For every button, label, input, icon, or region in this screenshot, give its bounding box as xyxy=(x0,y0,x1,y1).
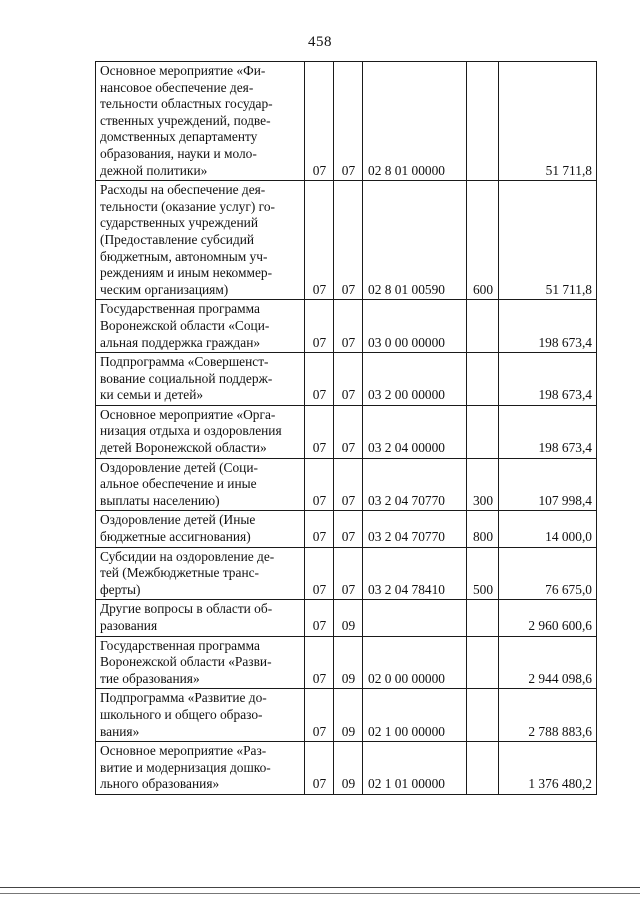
row-section: 07 xyxy=(305,458,334,511)
row-amount: 2 944 098,6 xyxy=(499,636,597,689)
table-row xyxy=(96,600,597,636)
row-section: 07 xyxy=(305,405,334,458)
row-amount: 2 960 600,6 xyxy=(499,600,597,636)
row-target-article xyxy=(363,600,467,636)
row-name: Основное мероприятие «Орга- низация отдыха и оздоровления детей Воронежской области» xyxy=(96,405,305,458)
row-name: Государственная программа Воронежской области «Разви- тие образования» xyxy=(96,636,305,689)
row-amount: 198 673,4 xyxy=(499,353,597,406)
row-amount: 51 711,8 xyxy=(499,62,597,181)
row-amount: 198 673,4 xyxy=(499,405,597,458)
row-target-article: 03 2 04 70770 xyxy=(363,458,467,511)
row-target-article: 03 0 00 00000 xyxy=(363,300,467,353)
row-subsection: 07 xyxy=(334,62,363,181)
row-name: Расходы на обеспечение дея- тельности (оказание услуг) го- сударственных учреждений (Предоставление субсидий бюджетным, автономным уч- реждениям и иным некоммер- ческим организациям) xyxy=(96,181,305,300)
row-target-article: 03 2 00 00000 xyxy=(363,353,467,406)
row-subsection: 07 xyxy=(334,405,363,458)
row-section: 07 xyxy=(305,62,334,181)
row-target-article: 02 1 01 00000 xyxy=(363,742,467,795)
table-row xyxy=(96,300,597,353)
row-subsection: 09 xyxy=(334,600,363,636)
row-target-article: 03 2 04 78410 xyxy=(363,547,467,600)
row-expense-type: 600 xyxy=(467,181,499,300)
row-name: Другие вопросы в области об- разования xyxy=(96,600,305,636)
table-row xyxy=(96,181,597,300)
row-section: 07 xyxy=(305,511,334,547)
table-row xyxy=(96,547,597,600)
row-name: Государственная программа Воронежской области «Соци- альная поддержка граждан» xyxy=(96,300,305,353)
row-target-article: 03 2 04 70770 xyxy=(363,511,467,547)
row-section: 07 xyxy=(305,689,334,742)
row-expense-type xyxy=(467,353,499,406)
row-amount: 2 788 883,6 xyxy=(499,689,597,742)
row-section: 07 xyxy=(305,353,334,406)
row-expense-type: 300 xyxy=(467,458,499,511)
row-section: 07 xyxy=(305,742,334,795)
row-subsection: 09 xyxy=(334,742,363,795)
row-target-article: 02 8 01 00590 xyxy=(363,181,467,300)
row-name: Подпрограмма «Развитие до- школьного и общего образо- вания» xyxy=(96,689,305,742)
row-expense-type xyxy=(467,689,499,742)
row-amount: 76 675,0 xyxy=(499,547,597,600)
table-row xyxy=(96,458,597,511)
row-subsection: 09 xyxy=(334,636,363,689)
row-section: 07 xyxy=(305,181,334,300)
table-row xyxy=(96,353,597,406)
row-amount: 14 000,0 xyxy=(499,511,597,547)
table-row xyxy=(96,511,597,547)
row-amount: 107 998,4 xyxy=(499,458,597,511)
table-row xyxy=(96,742,597,795)
row-expense-type xyxy=(467,742,499,795)
row-amount: 51 711,8 xyxy=(499,181,597,300)
page-number: 458 xyxy=(308,34,332,50)
row-subsection: 07 xyxy=(334,511,363,547)
table-row xyxy=(96,636,597,689)
row-name: Подпрограмма «Совершенст- вование социальной поддерж- ки семьи и детей» xyxy=(96,353,305,406)
row-target-article: 02 8 01 00000 xyxy=(363,62,467,181)
row-amount: 198 673,4 xyxy=(499,300,597,353)
row-subsection: 09 xyxy=(334,689,363,742)
row-expense-type xyxy=(467,405,499,458)
row-expense-type xyxy=(467,300,499,353)
row-section: 07 xyxy=(305,300,334,353)
row-name: Основное мероприятие «Фи- нансовое обеспечение дея- тельности областных государ- ственных учреждений, подве- домственных департаменту образования, науки и моло- дежной политики» xyxy=(96,62,305,181)
row-expense-type xyxy=(467,62,499,181)
row-expense-type: 800 xyxy=(467,511,499,547)
row-expense-type xyxy=(467,600,499,636)
row-subsection: 07 xyxy=(334,353,363,406)
budget-table xyxy=(95,61,597,795)
row-section: 07 xyxy=(305,600,334,636)
table-row xyxy=(96,405,597,458)
row-amount: 1 376 480,2 xyxy=(499,742,597,795)
row-subsection: 07 xyxy=(334,181,363,300)
row-name: Основное мероприятие «Раз- витие и модернизация дошко- льного образования» xyxy=(96,742,305,795)
page-bottom-rule xyxy=(0,893,640,894)
row-target-article: 03 2 04 00000 xyxy=(363,405,467,458)
row-name: Оздоровление детей (Иные бюджетные ассигнования) xyxy=(96,511,305,547)
page-bottom-rule xyxy=(0,887,640,888)
row-subsection: 07 xyxy=(334,458,363,511)
table-row xyxy=(96,689,597,742)
row-subsection: 07 xyxy=(334,547,363,600)
row-subsection: 07 xyxy=(334,300,363,353)
row-target-article: 02 0 00 00000 xyxy=(363,636,467,689)
row-name: Оздоровление детей (Соци- альное обеспечение и иные выплаты населению) xyxy=(96,458,305,511)
row-name: Субсидии на оздоровление де- тей (Межбюджетные транс- ферты) xyxy=(96,547,305,600)
row-expense-type: 500 xyxy=(467,547,499,600)
table-row xyxy=(96,62,597,181)
row-expense-type xyxy=(467,636,499,689)
row-target-article: 02 1 00 00000 xyxy=(363,689,467,742)
row-section: 07 xyxy=(305,636,334,689)
row-section: 07 xyxy=(305,547,334,600)
